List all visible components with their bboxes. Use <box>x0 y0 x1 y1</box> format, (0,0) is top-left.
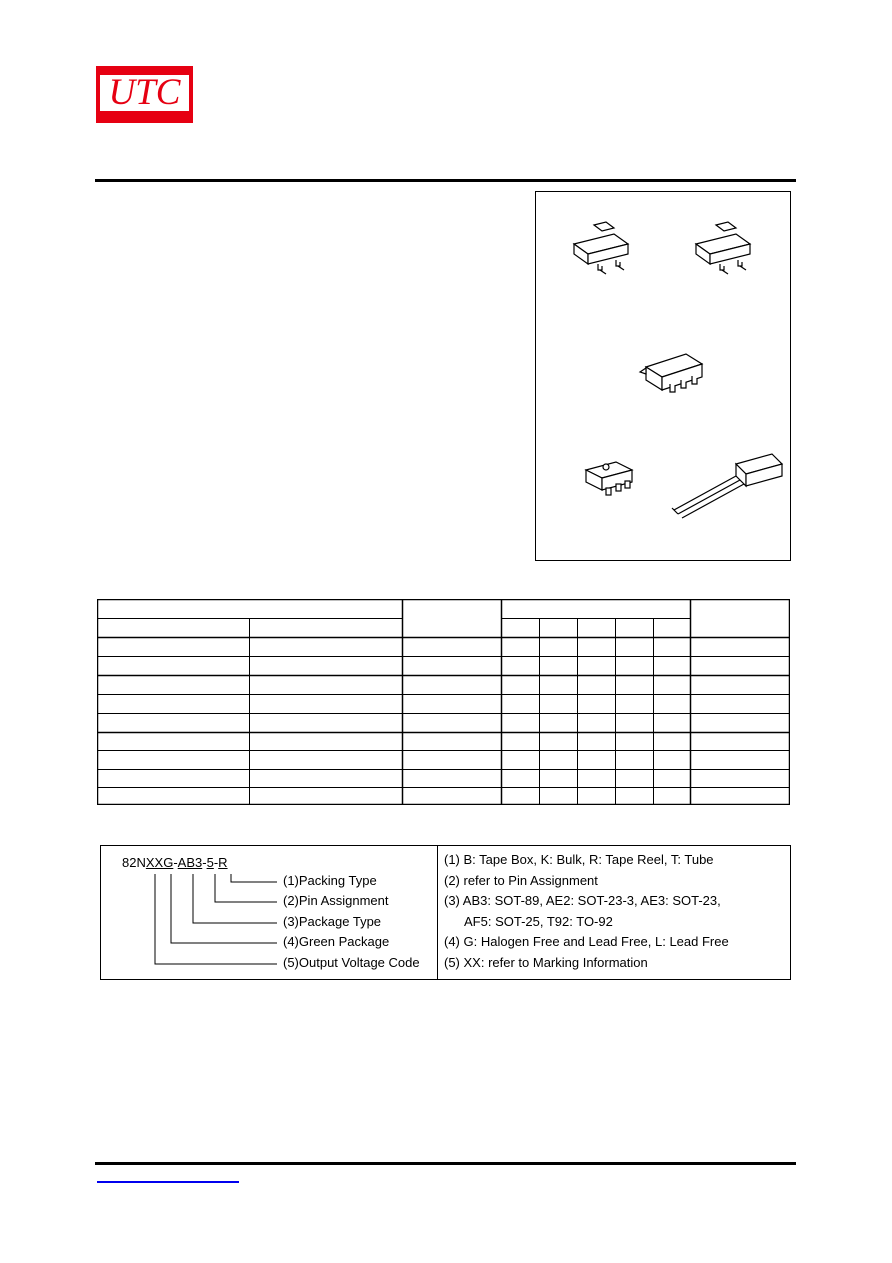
code-packing: R <box>218 855 228 870</box>
ordering-part-code <box>122 855 228 871</box>
code-sep-1: - <box>173 855 178 870</box>
header-rule <box>95 179 796 182</box>
code-sep-2: - <box>202 855 207 870</box>
desc-green-package: (4) G: Halogen Free and Lead Free, L: Lead Free <box>444 934 729 949</box>
code-prefix: 82N <box>122 855 146 870</box>
ordering-divider <box>437 846 438 979</box>
desc-package-type: (3) AB3: SOT-89, AE2: SOT-23-3, AE3: SOT-23, <box>444 893 721 908</box>
sot25-package-drawing <box>640 354 702 392</box>
code-package: AB3 <box>177 855 203 870</box>
code-pin: 5 <box>206 855 214 870</box>
sot23-package-drawing-1 <box>574 222 628 274</box>
package-illustrations <box>535 191 791 561</box>
footer-rule <box>95 1162 796 1165</box>
label-output-voltage-code: (5)Output Voltage Code <box>283 955 420 970</box>
logo-text: UTC <box>108 72 181 113</box>
data-table-grid <box>97 599 790 805</box>
company-logo <box>96 66 193 123</box>
sot89-package-drawing <box>586 462 632 495</box>
ordering-info-box <box>100 845 791 980</box>
sot23-package-drawing-2 <box>696 222 750 274</box>
label-green-package: (4)Green Package <box>283 934 390 949</box>
to92-package-drawing <box>672 454 782 518</box>
desc-packing-type: (1) B: Tape Box, K: Bulk, R: Tape Reel, T: Tube <box>444 852 714 867</box>
code-sep-3: - <box>213 855 219 870</box>
label-pin-assignment: (2)Pin Assignment <box>283 893 389 908</box>
code-voltage: XXG <box>145 855 174 870</box>
label-packing-type: (1)Packing Type <box>283 873 377 888</box>
desc-output-voltage-code: (5) XX: refer to Marking Information <box>444 955 648 970</box>
desc-package-type-cont: AF5: SOT-25, T92: TO-92 <box>464 914 613 929</box>
desc-pin-assignment: (2) refer to Pin Assignment <box>444 873 598 888</box>
package-drawings <box>536 192 792 562</box>
label-package-type: (3)Package Type <box>283 914 382 929</box>
footer-website-link[interactable] <box>97 1181 239 1183</box>
